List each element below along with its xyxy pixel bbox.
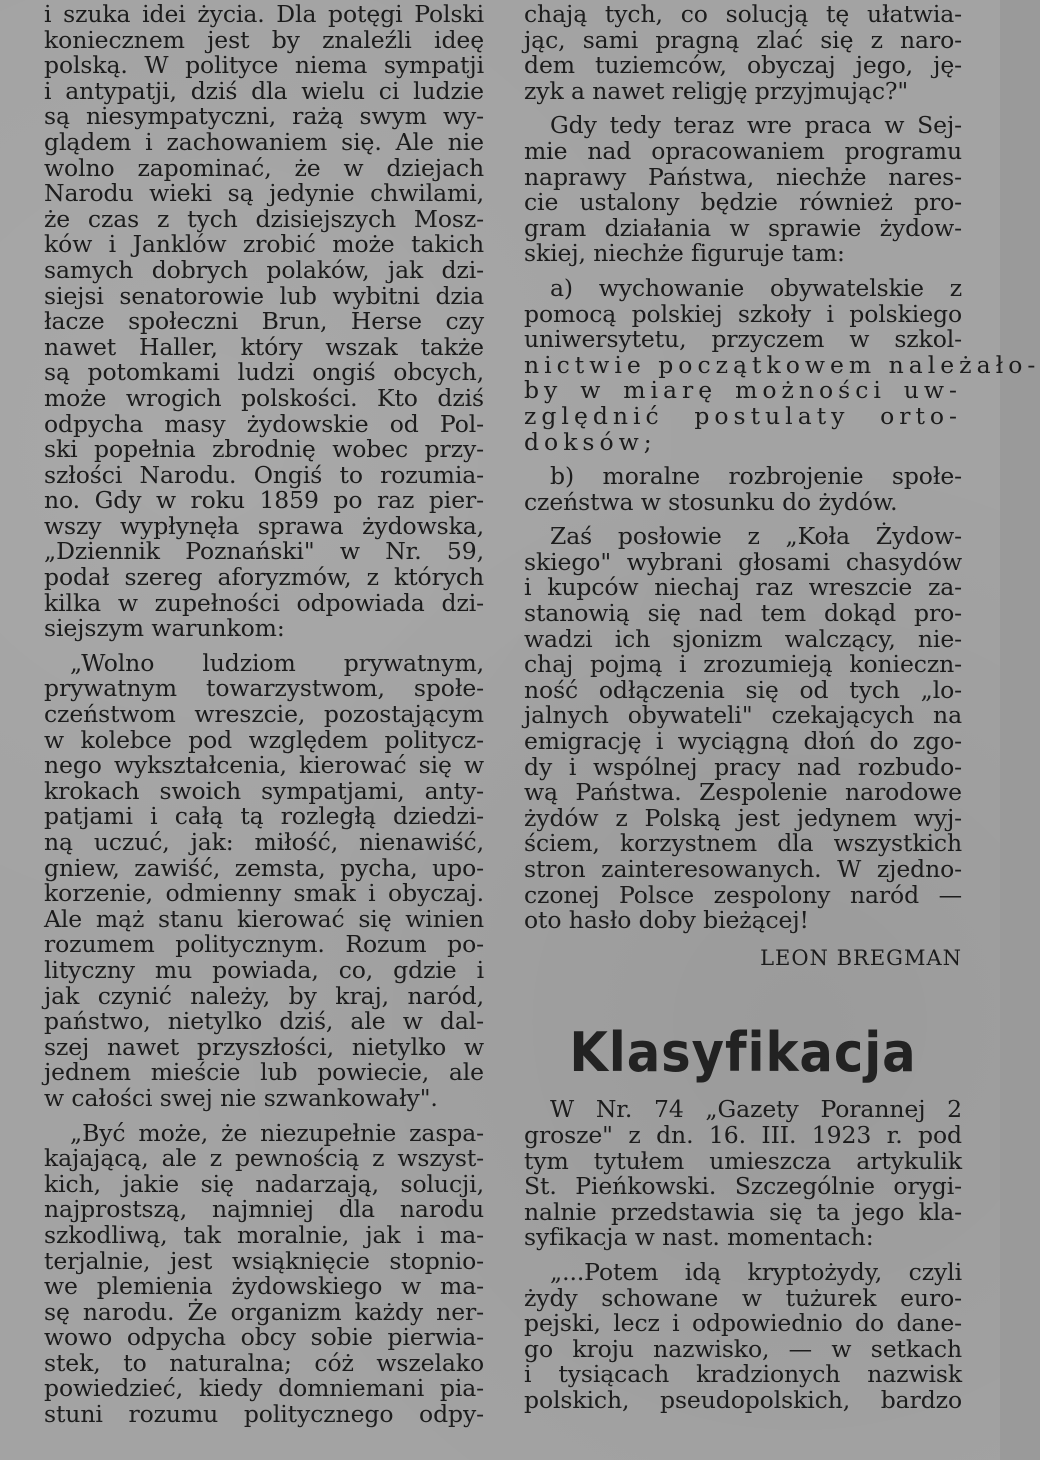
text-line: nego wykształcenia, kierować się w	[44, 751, 484, 780]
text-line: Zaś posłowie z „Koła Żydow-	[550, 522, 962, 551]
right-paragraph-4	[524, 464, 962, 515]
text-line: ność odłączenia się od tych „lo-	[524, 675, 962, 704]
text-line: samych dobrych polaków, jak dzi-	[44, 255, 484, 284]
text-line: mie nad opracowaniem programu	[524, 136, 962, 165]
text-line: Ale mąż stanu kierować się winien	[44, 904, 484, 933]
text-line: „Dziennik Poznański" w Nr. 59,	[44, 537, 484, 566]
right-paragraph-3	[524, 273, 1040, 456]
text-line: Narodu wieki są jedynie chwilami,	[44, 179, 484, 208]
text-line: może wrogich polskości. Kto dziś	[44, 383, 484, 412]
text-line: nalnie przedstawia się ta jego kla-	[524, 1197, 962, 1226]
text-line: rozumem politycznym. Rozum po-	[44, 930, 484, 959]
text-line: sę narodu. Że organizm każdy ner-	[44, 1297, 484, 1326]
text-line: żydy schowane w tużurek euro-	[524, 1283, 962, 1312]
text-line: stanowią się nad tem dokąd pro-	[524, 599, 962, 628]
left-column	[44, 2, 484, 1428]
text-line: w kolebce pod względem politycz-	[44, 725, 484, 754]
text-line: a) wychowanie obywatelskie z	[550, 273, 962, 302]
text-line: czeństwom wreszcie, pozostającym	[44, 700, 484, 729]
text-line: kich, jakie się nadarzają, solucji,	[44, 1169, 484, 1198]
text-line: wą Państwa. Zespolenie narodowe	[524, 778, 962, 807]
text-line: stron zainteresowanych. W zjedno-	[524, 855, 962, 883]
text-line: pomocą polskiej szkoły i polskiego	[524, 299, 962, 328]
text-line: prywatnym towarzystwom, społe-	[44, 674, 484, 703]
text-line: łacze społeczni Brun, Herse czy	[44, 307, 484, 336]
text-line: St. Pieńkowski. Szczególnie orygi-	[524, 1172, 962, 1201]
text-line: siejszym warunkom:	[44, 614, 285, 643]
text-line: chaj pojmą i zrozumieją konieczn-	[524, 650, 962, 679]
right-paragraph-7	[524, 1257, 962, 1414]
left-paragraph-3	[44, 1118, 484, 1429]
text-line: ną uczuć, jak: miłość, nienawiść,	[44, 828, 484, 856]
text-line: nawet Haller, który wszak także	[44, 332, 484, 361]
text-line: szej nawet przyszłości, nietylko w	[44, 1032, 484, 1061]
text-line: doksów;	[524, 427, 657, 456]
left-paragraph-1	[44, 2, 484, 642]
text-line: jąc, sami pragną zlać się z naro-	[524, 25, 962, 54]
text-line: W Nr. 74 „Gazety Porannej 2	[550, 1095, 962, 1124]
text-line: pejski, lecz i odpowiednio do dane-	[524, 1309, 962, 1338]
text-line: oto hasło doby bieżącej!	[524, 906, 809, 935]
text-line: grosze" z dn. 16. III. 1923 r. pod	[524, 1120, 962, 1149]
text-line: najprostszą, najmniej dla narodu	[44, 1195, 484, 1224]
text-line: jak czynić należy, by kraj, naród,	[44, 981, 484, 1010]
text-line: podał szereg aforyzmów, z których	[44, 563, 484, 592]
right-paragraph-5	[524, 524, 962, 934]
text-line: nictwie początkowem należało-	[524, 350, 1040, 379]
text-line: cie ustalony będzie również pro-	[524, 188, 962, 217]
text-line: ściem, korzystnem dla wszystkich	[524, 829, 962, 858]
text-line: zględnić postulaty orto-	[524, 401, 962, 430]
author-signature: LEON BREGMAN	[760, 945, 962, 970]
text-line: wadzi ich sjonizm walczący, nie-	[524, 624, 962, 653]
right-column	[524, 0, 1040, 1414]
text-line: syfikacja w nast. momentach:	[524, 1223, 874, 1252]
text-line: szłości Narodu. Ongiś to rozumia-	[44, 460, 484, 489]
text-line: i tysiącach kradzionych nazwisk	[524, 1360, 962, 1389]
text-line: by w miarę możności uw-	[524, 376, 962, 405]
text-line: gniew, zawiść, zemsta, pycha, upo-	[44, 853, 484, 882]
text-line: ski popełnia zbrodnię wobec przy-	[44, 435, 484, 464]
text-line: krokach swoich sympatjami, anty-	[44, 776, 484, 805]
text-line: ków i Janklów zrobić może takich	[44, 230, 484, 259]
text-line: szkodliwą, tak moralnie, jak i ma-	[44, 1220, 484, 1249]
text-line: czonej Polsce zespolony naród —	[524, 880, 962, 909]
text-line: „Być może, że niezupełnie zaspa-	[70, 1118, 484, 1147]
text-line: wolno zapominać, że w dziejach	[44, 153, 484, 182]
text-line: glądem i zachowaniem się. Ale nie	[44, 127, 484, 156]
text-line: wowo odpycha obcy sobie pierwia-	[44, 1323, 484, 1352]
text-line: państwo, nietylko dziś, ale w dal-	[44, 1007, 484, 1036]
text-line: stuni rozumu politycznego odpy-	[44, 1400, 484, 1429]
text-line: patjami i całą tą rozległą dziedzi-	[44, 802, 484, 831]
text-line: powiedzieć, kiedy domniemani pia-	[44, 1374, 484, 1403]
section-heading: Klasyfikacja	[569, 1021, 917, 1085]
text-line: we plemienia żydowskiego w ma-	[44, 1272, 484, 1301]
text-line: stek, to naturalna; cóż wszelako	[44, 1348, 484, 1377]
left-paragraph-2	[44, 648, 484, 1112]
text-line: chają tych, co solucją tę ułatwia-	[524, 0, 962, 28]
text-line: są niesympatyczni, rażą swym wy-	[44, 102, 484, 131]
text-line: terjalnie, jest wsiąknięcie stopnio-	[44, 1246, 484, 1275]
text-line: Gdy tedy teraz wre praca w Sej-	[550, 111, 962, 140]
text-line: gram działania w sprawie żydow-	[524, 213, 962, 242]
text-line: „...Potem idą kryptożydy, czyli	[550, 1257, 962, 1286]
text-line: polską. W polityce niema sympatji	[44, 51, 484, 80]
text-line: no. Gdy w roku 1859 po raz pier-	[44, 486, 484, 515]
text-line: i szuka idei życia. Dla potęgi Polski	[44, 0, 484, 28]
text-line: i antypatji, dziś dla wielu ci ludzie	[44, 76, 484, 105]
text-line: odpycha masy żydowskie od Pol-	[44, 409, 484, 438]
text-line: są potomkami ludzi ongiś obcych,	[44, 358, 484, 387]
text-line: naprawy Państwa, niechże nares-	[524, 162, 962, 191]
text-line: dy i wspólnej pracy nad rozbudo-	[524, 752, 962, 781]
text-line: korzenie, odmienny smak i obyczaj.	[44, 879, 484, 908]
text-line: „Wolno ludziom prywatnym,	[70, 648, 484, 677]
text-line: koniecznem jest by znaleźli ideę	[44, 25, 484, 54]
text-line: wszy wypłynęła sprawa żydowska,	[44, 511, 484, 540]
text-line: skiej, niechże figuruje tam:	[524, 239, 845, 268]
text-line: jednem mieście lub powiecie, ale	[44, 1058, 484, 1087]
text-line: zyk a nawet religję przyjmując?"	[524, 76, 909, 105]
text-line: kajającą, ale z pewnością z wszyst-	[44, 1144, 484, 1173]
text-line: tym tytułem umieszcza artykulik	[524, 1146, 962, 1175]
right-paragraph-6	[524, 1097, 962, 1251]
text-line: emigrację i wyciągną dłoń do zgo-	[524, 727, 962, 756]
text-line: dem tuziemców, obyczaj jego, ję-	[524, 51, 962, 80]
text-line: i kupców niechaj raz wreszcie za-	[524, 573, 962, 602]
text-line: że czas z tych dzisiejszych Mosz-	[44, 204, 484, 233]
text-line: żydów z Polską jest jedynem wyj-	[524, 803, 962, 832]
text-line: jalnych obywateli" czekających na	[524, 701, 962, 730]
text-line: siejsi senatorowie lub wybitni dzia	[44, 281, 484, 310]
text-line: go kroju nazwisko, — w setkach	[524, 1334, 962, 1363]
text-line: lityczny mu powiada, co, gdzie i	[44, 955, 484, 984]
text-line: b) moralne rozbrojenie społe-	[550, 462, 962, 491]
text-line: w całości swej nie szwankowały".	[44, 1083, 438, 1112]
right-paragraph-2	[524, 113, 962, 267]
text-line: kilka w zupełności odpowiada dzi-	[44, 588, 484, 617]
text-line: skiego" wybrani głosami chasydów	[524, 547, 962, 576]
text-line: polskich, pseudopolskich, bardzo	[524, 1385, 962, 1414]
text-line: uniwersytetu, przyczem w szkol-	[524, 325, 962, 354]
text-line: czeństwa w stosunku do żydów.	[524, 487, 898, 516]
right-paragraph-1	[524, 2, 962, 104]
